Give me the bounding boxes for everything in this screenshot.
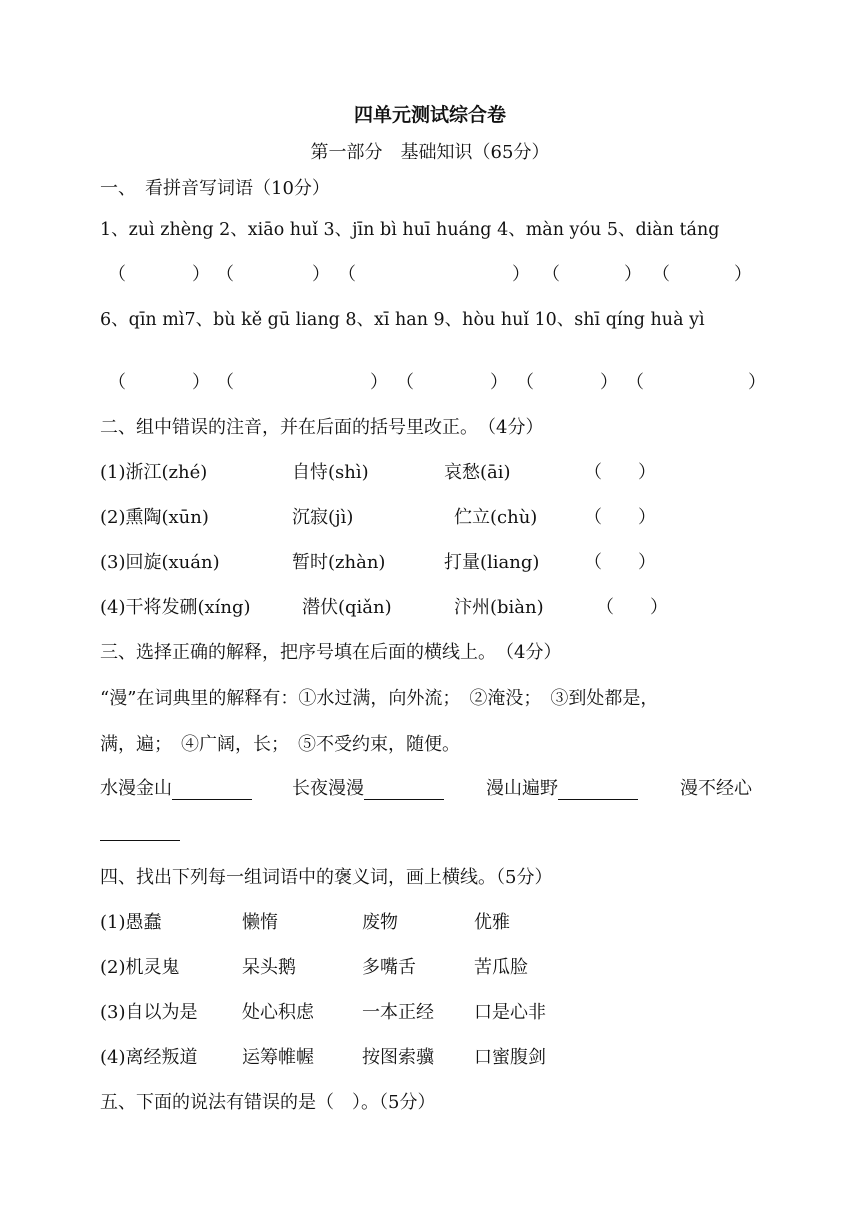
answer-blank[interactable]: （ ） (584, 462, 656, 483)
word-item: 暂时(zhàn) (292, 552, 386, 573)
pronunciation-row (0, 458, 860, 484)
word-item: 沉寂(jì) (292, 507, 354, 528)
word-item: 自恃(shì) (292, 462, 369, 483)
word-item: (3)回旋(xuán) (100, 552, 220, 573)
pronunciation-row (0, 548, 860, 574)
word-with-blank (486, 774, 638, 800)
word-item: 长夜漫漫 (292, 778, 364, 799)
word-item: 漫不经心 (680, 778, 752, 799)
paren-open: （ (108, 372, 126, 393)
word-item: 哀愁(āi) (444, 462, 511, 483)
paren-open: （ (108, 264, 126, 285)
word-item: 漫山遍野 (486, 778, 558, 799)
paren-open: （ (652, 264, 670, 285)
paren-open: （ (216, 264, 234, 285)
pronunciation-row (0, 503, 860, 529)
answer-blank[interactable]: （ ） (596, 597, 668, 618)
word-group-row (0, 998, 860, 1024)
word-item[interactable]: (1)愚蠢 (100, 912, 162, 933)
pinyin-line-2: 6、qīn mì7、bù kě gū liang 8、xī han 9、hòu huǐ 10、shī qíng huà yì (100, 310, 705, 330)
word-item: 伫立(chù) (454, 507, 538, 528)
word-with-blank (100, 774, 252, 800)
answer-line[interactable] (364, 781, 444, 800)
section-4-heading: 四、找出下列每一组词语中的褒义词，画上横线。（5分） (100, 867, 553, 888)
word-item[interactable]: 废物 (362, 912, 398, 933)
paren-open: （ (338, 264, 356, 285)
definition-line-2: 满，遍； ④广阔，长； ⑤不受约束，随便。 (100, 734, 460, 755)
section-2-heading: 二、组中错误的注音，并在后面的括号里改正。 （4分） (100, 417, 544, 438)
section-5-heading: 五、下面的说法有错误的是（ ）。（5分） (100, 1092, 436, 1113)
pronunciation-row (0, 593, 860, 619)
answer-blank[interactable]: （ ） (584, 507, 656, 528)
paren-close: ） (192, 264, 210, 285)
word-item[interactable]: 多嘴舌 (362, 957, 416, 978)
paren-close: ） (370, 372, 388, 393)
definition-line-1: “漫”在词典里的解释有：①水过满，向外流； ②淹没； ③到处都是， (100, 688, 659, 709)
paren-open: （ (216, 372, 234, 393)
paren-close: ） (734, 264, 752, 285)
answer-blank[interactable]: （ ） (584, 552, 656, 573)
word-item[interactable]: 优雅 (474, 912, 510, 933)
word-item: 潜伏(qiǎn) (302, 597, 392, 618)
paren-open: （ (542, 264, 560, 285)
paren-close: ） (312, 264, 330, 285)
answer-row-1 (0, 260, 860, 286)
section-1-heading: 一、 看拼音写词语（10分） (100, 178, 330, 199)
word-item[interactable]: (2)机灵鬼 (100, 957, 180, 978)
word-item[interactable]: 懒惰 (242, 912, 278, 933)
fill-row (0, 774, 860, 800)
word-item: 水漫金山 (100, 778, 172, 799)
word-item: 汴州(biàn) (454, 597, 544, 618)
answer-line[interactable] (100, 820, 180, 841)
paren-close: ） (192, 372, 210, 393)
word-item[interactable]: 处心积虑 (242, 1002, 314, 1023)
answer-row-2 (0, 368, 860, 394)
paren-open: （ (396, 372, 414, 393)
word-item[interactable]: 口蜜腹剑 (474, 1047, 546, 1068)
answer-line[interactable] (558, 781, 638, 800)
word-item: (1)浙江(zhé) (100, 462, 208, 483)
word-item: (4)干将发硎(xíng) (100, 597, 251, 618)
word-item: 打量(liang) (444, 552, 540, 573)
part-one-title: 第一部分 基础知识（65分） (310, 142, 550, 163)
paren-close: ） (490, 372, 508, 393)
word-group-row (0, 953, 860, 979)
word-item[interactable]: 呆头鹅 (242, 957, 296, 978)
word-group-row (0, 1043, 860, 1069)
paren-close: ） (748, 372, 766, 393)
word-with-blank (292, 774, 444, 800)
paren-close: ） (624, 264, 642, 285)
word-item[interactable]: (3)自以为是 (100, 1002, 198, 1023)
section-3-heading: 三、选择正确的解释，把序号填在后面的横线上。 （4分） (100, 642, 562, 663)
word-item: (2)熏陶(xūn) (100, 507, 209, 528)
word-item[interactable]: 按图索骥 (362, 1047, 434, 1068)
paren-open: （ (516, 372, 534, 393)
word-item[interactable]: (4)离经叛道 (100, 1047, 198, 1068)
paren-open: （ (626, 372, 644, 393)
pinyin-line-1: 1、zuì zhèng 2、xiāo huǐ 3、jīn bì huī huáng 4、màn yóu 5、diàn táng (100, 220, 720, 240)
word-item[interactable]: 运筹帷幄 (242, 1047, 314, 1068)
paren-close: ） (512, 264, 530, 285)
word-group-row (0, 908, 860, 934)
word-item[interactable]: 苦瓜脸 (474, 957, 528, 978)
word-item[interactable]: 口是心非 (474, 1002, 546, 1023)
answer-line[interactable] (172, 781, 252, 800)
paren-close: ） (600, 372, 618, 393)
exam-title: 四单元测试综合卷 (353, 104, 506, 126)
word-item[interactable]: 一本正经 (362, 1002, 434, 1023)
